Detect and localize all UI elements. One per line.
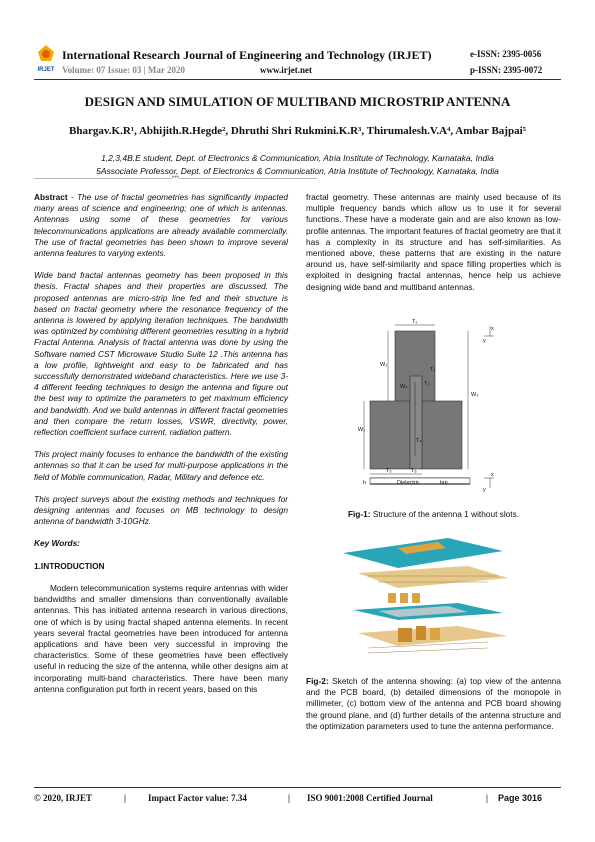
left-column (34, 192, 288, 695)
label-t1: T₁ (412, 319, 418, 325)
label-t4: T₄ (416, 438, 422, 444)
website-link[interactable]: www.irjet.net (260, 65, 312, 75)
footer-copyright: © 2020, IRJET (34, 793, 92, 803)
pcb-top-view (343, 538, 503, 568)
abstract-text-1: - The use of fractal geometries has significantly impacted many areas of science and engineering; one of which is antennas. Antennas using some of these geometries for various telecommunications applications are already available commercially. The use of fractal geometries has been shown to improve several antenna features to varying extents. (34, 192, 288, 259)
figure-1-caption (306, 509, 561, 520)
feed-line (410, 376, 422, 469)
intro-continuation: fractal geometry. These antennas are mainly used because of its multiple frequency bands which allow us to use it for several functions. These have a moderate gain and are also known as low-profile antennas. The important features of fractal geometry are that it has a complexity in its structure and has self-similarities. As mentioned above, these patterns that are existing in the nature around us, have self-similarity and space filling properties which is exploited in designing fractal antennas, hence help us achieve designing wide band and multiband antennas. (306, 192, 561, 292)
footer-page-number: Page 3016 (498, 793, 543, 803)
figure-1-antenna-structure (360, 316, 510, 491)
affiliation-students: 1,2,3,4B.E student, Dept. of Electronics & Communication, Atria Institute of Technology, Karnataka, India (101, 153, 494, 163)
footer-separator: | (288, 793, 290, 803)
dielectric-layer (370, 478, 470, 484)
intro-heading: 1.INTRODUCTION (34, 560, 105, 571)
label-w2: W₂ (380, 362, 388, 368)
label-w4: W₄ (400, 384, 408, 390)
fig2-label: Fig-2: (306, 676, 329, 686)
footer-impact-factor: Impact Factor value: 7.34 (148, 793, 247, 803)
e-issn: e-ISSN: 2395-0056 (470, 49, 542, 59)
label-t3: T₃ (424, 381, 430, 387)
footer-separator: | (124, 793, 126, 803)
abstract-text-4: This project surveys about the existing methods and techniques for designing antennas and focuses on MB technology to design antenna of bandwidth 3-10GHz. (34, 493, 288, 527)
label-w3: W₃ (471, 392, 479, 398)
label-dielectric: Dielectric (397, 480, 420, 486)
abstract-label: Abstract (34, 192, 68, 202)
author-list: Bhargav.K.R¹, Abhijith.R.Hegde², Dhruthi Shri Rukmini.K.R³, Thirumalesh.V.A⁴, Ambar Bajpai⁵ (69, 125, 526, 137)
label-w1: W₁ (358, 427, 366, 433)
label-t6: T₆ (411, 468, 417, 474)
ground-left (370, 401, 410, 469)
abstract-text-3: This project mainly focuses to enhance the bandwidth of the existing antennas so that it can be used for multi-purpose applications in the field of Mobile communication, Radar, Military and defence etc. (34, 449, 288, 482)
irjet-logo (34, 43, 58, 73)
figure-2-antenna-sketch (338, 538, 518, 666)
footer-divider (34, 787, 561, 788)
footer-separator: | (486, 793, 488, 803)
abstract-text-2: Wide band fractal antennas geometry has been proposed in this thesis. Fractal shapes and their properties are discussed. The proposed antennas are micro-strip line fed and their structure is based on fractal geometry where the resonance frequency of the antenna is lowered by applying iteration techniques. The bandwidth was optimized by combining different geometries resulting in a hybrid Fractal Antenna. Analysis of fractal antenna was done by using the Software named CST Microwave Studio Suite 12 .This antenna has a low profile, lightweight and easy to be fabricated and has successfully demonstrated wideband characteristics. Here we use 3-4 different feeding techniques to design the antenna and figure out the best way to optimize the parameters to get maximum efficiency and bandwidth. And we build antennas in different fractal geometries and then compare the return losses, VSWR, directivity, power, reflection coefficient surface current, radiation pattern. (34, 270, 288, 438)
ground-right (422, 401, 462, 469)
monopole-dimensions (358, 566, 508, 588)
label-x-top: x (491, 326, 494, 332)
volume-issue: Volume: 07 Issue: 03 | Mar 2020 (62, 65, 185, 75)
label-t2: T₂ (430, 367, 436, 373)
label-y-bottom: y (483, 487, 486, 493)
label-t5: T₅ (386, 468, 392, 474)
footer-iso: ISO 9001:2008 Certified Journal (307, 793, 433, 803)
label-x-bottom: x (491, 472, 494, 478)
label-h: h (363, 480, 367, 486)
logo-text: IRJET (37, 67, 55, 73)
intro-paragraph: Modern telecommunication systems require antennas with wider bandwidths and smaller dimensions than conventionally available antennas. This has initiated antenna research in various directions, one of which is by using fractal shaped antenna elements. In recent years several fractal geometries have been introduced for antenna applications and have been very successful in improving the characteristics. Some of these geometries have been effectively useful in reducing the size of the antenna, while other designs aim at incorporating multi-band characteristics. There have been many antenna configuration put forth in recent years, based on this (34, 582, 288, 694)
p-issn: p-ISSN: 2395-0072 (470, 65, 543, 75)
keywords-label: Key Words: (34, 538, 80, 549)
header-divider (34, 79, 561, 80)
figure-2-caption (306, 676, 561, 732)
paper-title: DESIGN AND SIMULATION OF MULTIBAND MICROSTRIP ANTENNA (84, 94, 511, 109)
fig1-caption-text: Structure of the antenna 1 without slots. (370, 509, 520, 519)
journal-name: International Research Journal of Engineering and Technology (IRJET) (62, 48, 432, 62)
label-y-top: y (483, 338, 486, 344)
label-tan: tan (440, 480, 448, 486)
separator-line: ---------------------------------------------------------------------***--------------------------------------------------------------------- (34, 176, 317, 182)
affiliation-professor: 5Associate Professor, Dept. of Electronics & Communication, Atria Institute of Technology, Karnataka, India (96, 166, 499, 176)
fig1-label: Fig-1: (347, 509, 371, 519)
right-column-text (306, 192, 561, 293)
fig2-caption-text: Sketch of the antenna showing: (a) top view of the antenna and the PCB board, (b) detailed dimensions of the monopole in millimeter, (c) bottom view of the antenna and PCB board showing the ground plane, and (d) further details of the antenna structure and the optimization parameters used to tune the antenna performance. (306, 676, 561, 731)
